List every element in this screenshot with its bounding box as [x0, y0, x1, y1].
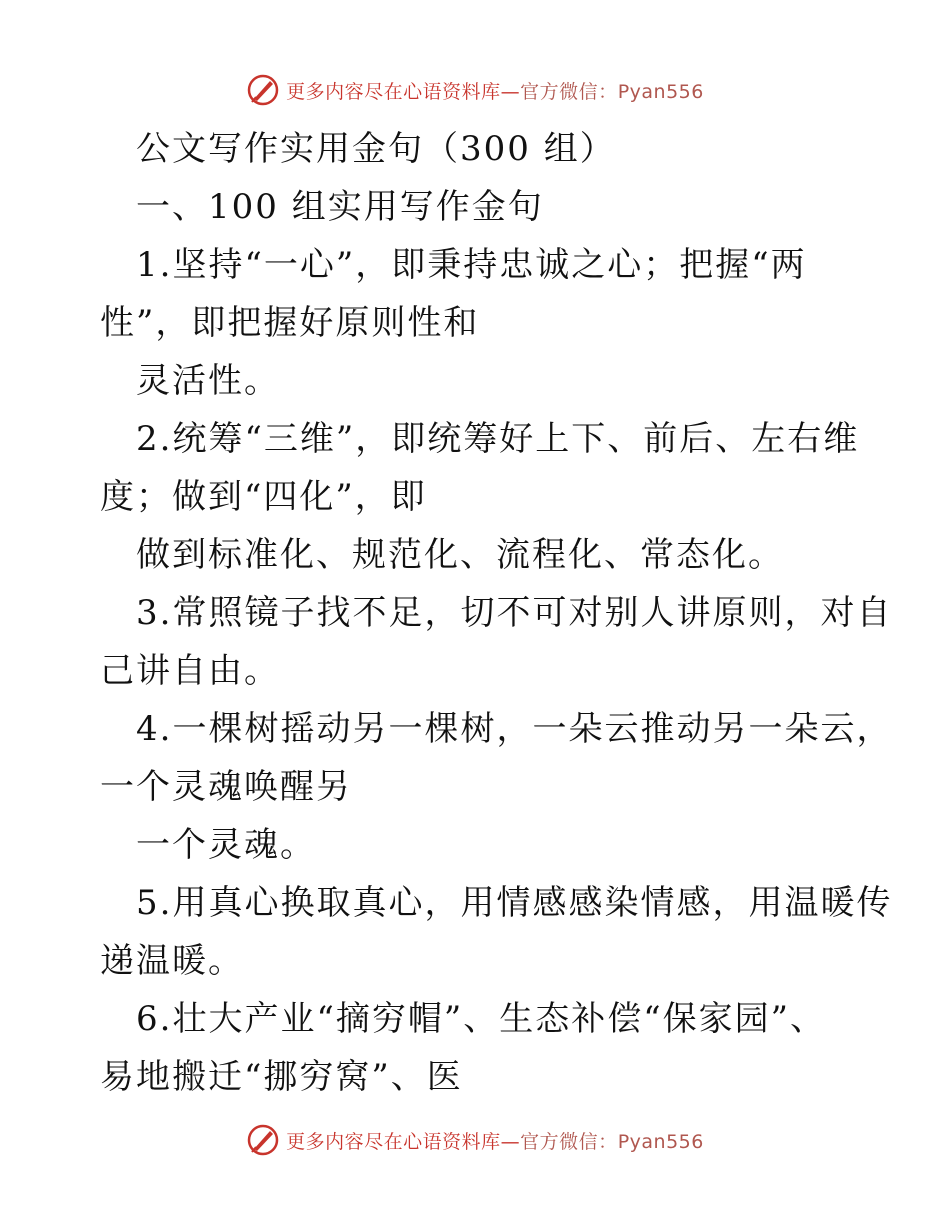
- text-line: 己讲自由。: [100, 651, 280, 691]
- text-line: 2.统筹“三维”，即统筹好上下、前后、左右维: [136, 419, 860, 459]
- banner-dash: —: [500, 1130, 521, 1153]
- banner-sub-text: 官方微信：: [520, 80, 618, 103]
- text-line: 4.一棵树摇动另一棵树，一朵云推动另一朵云，: [136, 709, 893, 749]
- quill-logo-icon: [246, 1123, 280, 1157]
- text-line: 灵活性。: [136, 361, 280, 401]
- banner-main-text: 更多内容尽在心语资料库: [286, 1130, 501, 1153]
- document-title: 公文写作实用金句（300 组）: [136, 129, 616, 169]
- text-line: 度；做到“四化”，即: [100, 477, 427, 517]
- text-line: 易地搬迁“挪穷窝”、医: [100, 1057, 463, 1097]
- text-line: 一个灵魂唤醒另: [100, 767, 352, 807]
- text-line: 3.常照镜子找不足，切不可对别人讲原则，对自: [136, 593, 893, 633]
- text-line: 性”，即把握好原则性和: [100, 303, 480, 343]
- banner-text: [286, 1127, 704, 1154]
- text-line: 1.坚持“一心”，即秉持忠诚之心；把握“两: [136, 245, 807, 285]
- footer-watermark-banner: [0, 1120, 950, 1160]
- banner-sub-text: 官方微信：: [520, 1130, 618, 1153]
- banner-main-text: 更多内容尽在心语资料库: [286, 80, 501, 103]
- text-line: 6.壮大产业“摘穷帽”、生态补偿“保家园”、: [136, 999, 826, 1039]
- banner-account: Pyan556: [617, 1130, 704, 1153]
- text-line: 一个灵魂。: [136, 825, 316, 865]
- banner-dash: —: [500, 80, 521, 103]
- document-body: [100, 120, 893, 1106]
- banner-text: [286, 77, 704, 104]
- header-watermark-banner: [0, 70, 950, 110]
- text-line: 5.用真心换取真心，用情感感染情感，用温暖传: [136, 883, 893, 923]
- quill-logo-icon: [246, 73, 280, 107]
- text-line: 递温暖。: [100, 941, 244, 981]
- text-line: 做到标准化、规范化、流程化、常态化。: [136, 535, 784, 575]
- section-heading: 一、100 组实用写作金句: [136, 187, 544, 227]
- banner-account: Pyan556: [617, 80, 704, 103]
